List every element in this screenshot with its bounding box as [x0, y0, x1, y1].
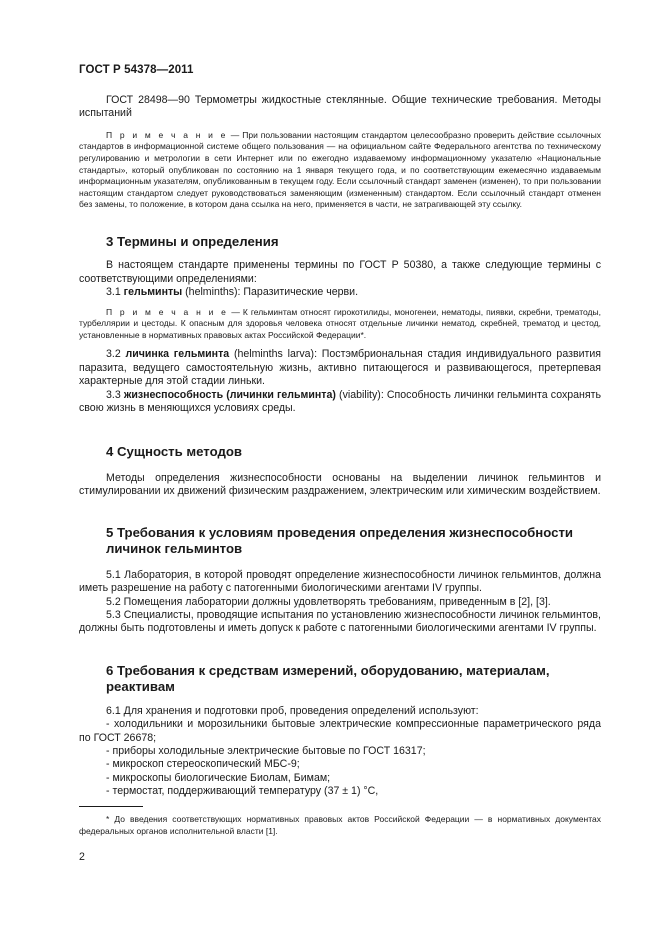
term-3-2: [79, 348, 601, 388]
term-3-1: [79, 286, 601, 299]
section-3-title: 3 Термины и определения: [106, 233, 279, 249]
list-item: - холодильники и морозильники бытовые электрические компрессионные параметрического ряда по ГОСТ 26678;: [79, 718, 601, 744]
title-line-1: 6 Требования к средствам измерений, оборудованию, материалам,: [106, 662, 550, 678]
term-name: личинка гельминта: [125, 348, 230, 361]
term-number: 3.3: [106, 388, 124, 401]
para-5-3: 5.3 Специалисты, проводящие испытания по установлению жизнеспособности личинок гельминтов, должны быть подготовлены и иметь допуск к работе с патогенными биологическими агентами IV группы.: [79, 609, 601, 635]
footnote-divider: [79, 806, 143, 807]
title-line-2: реактивам: [106, 679, 175, 695]
section-6-title: [79, 663, 601, 696]
section-4-title: 4 Сущность методов: [106, 443, 243, 459]
term-3-1-note: [79, 307, 601, 342]
list-item: - приборы холодильные электрические бытовые по ГОСТ 16317;: [106, 745, 426, 758]
section-3-intro: В настоящем стандарте применены термины по ГОСТ Р 50380, а также следующие термины с соответствующими определениями:: [79, 259, 601, 285]
para-5-1: 5.1 Лаборатория, в которой проводят определение жизнеспособности личинок гельминтов, должна иметь разрешение на работу с патогенными биологическими агентами IV группы.: [79, 568, 601, 595]
footnote: * До введения соответствующих нормативных правовых актов Российской Федерации — в нормативных документах федеральных органов исполнительной власти [1].: [79, 814, 601, 836]
page-content: [79, 94, 601, 799]
title-line-1: 5 Требования к условиям проведения определения жизнеспособности: [106, 524, 574, 540]
term-name: жизнеспособность (личинки гельминта): [123, 388, 336, 401]
list-item: - микроскопы биологические Биолам, Бимам;: [106, 771, 331, 784]
section-5-title: [79, 525, 601, 558]
title-line-2: личинок гельминтов: [106, 541, 243, 557]
note-label: П р и м е ч а н и е: [106, 129, 228, 140]
term-definition: (helminths): Паразитические черви.: [182, 286, 359, 299]
term-definition: (helminths larva): Постэмбриональная стадия индивидуального развития паразита, ведущего самостоятельную жизнь, активно питающегося и развивающегося, претерпевая характерные для этой стадии линьки.: [79, 348, 601, 388]
note-text: — К гельминтам относят гирокотилиды, моногенеи, нематоды, пиявки, скребни, трематоды, турбеллярии и цестоды. К опасным для здоровья человека относят отдельные личинки нематод, скребней, трематод и цестод, установленные в нормативных правовых актах Российской Федерации*.: [79, 306, 601, 340]
term-name: гельминты: [123, 286, 183, 299]
document-header: ГОСТ Р 54378—2011: [79, 64, 194, 76]
para-6-1: 6.1 Для хранения и подготовки проб, проведения определений используют:: [106, 704, 479, 717]
ref-gost-28498: ГОСТ 28498—90 Термометры жидкостные стеклянные. Общие технические требования. Методы испытаний: [79, 94, 601, 120]
para-5-2: 5.2 Помещения лаборатории должны удовлетворять требованиям, приведенным в [2], [3].: [106, 595, 551, 608]
list-item: - термостат, поддерживающий температуру (37 ± 1) °С,: [106, 785, 379, 798]
note-label: П р и м е ч а н и е: [106, 306, 229, 317]
page-number: 2: [79, 851, 85, 863]
term-number: 3.1: [106, 286, 124, 299]
equipment-list: [79, 718, 601, 798]
note-text: — При пользовании настоящим стандартом целесообразно проверить действие ссылочных стандартов в информационной системе общего пользования — на официальном сайте Федерального агентства по техническому регулированию и метрологии в сети Интернет или по ежегодно издаваемому информационному указателю «Национальные стандарты», который опубликован по состоянию на 1 января текущего года, и по соответствующим ежемесячно издаваемым информационным указателям, опубликованным в текущем году. Если ссылочный стандарт заменен (изменен), то при пользовании настоящим стандартом следует руководствоваться заменяющим (измененным) стандартом. Если ссылочный стандарт отменен без замены, то положение, в котором дана ссылка на него, применяется в части, не затрагивающей эту ссылку.: [79, 129, 601, 210]
list-item: - микроскоп стереоскопический МБС-9;: [106, 758, 300, 771]
term-number: 3.2: [106, 348, 126, 361]
term-definition: (viability): Способность личинки гельминта сохранять свою жизнь в меняющихся условиях среды.: [79, 388, 601, 415]
section-4-text: Методы определения жизнеспособности основаны на выделении личинок гельминтов и стимулировании их движений физическим раздражением, электрическим или химическим воздействием.: [79, 472, 601, 498]
term-3-3: [79, 389, 601, 416]
refs-note: [79, 130, 601, 211]
